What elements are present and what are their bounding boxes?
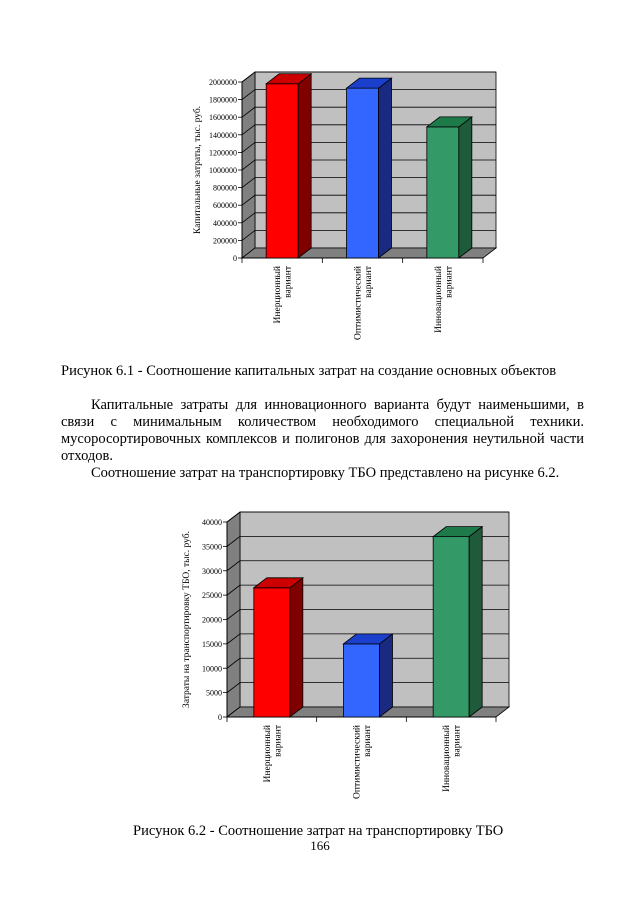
paragraph-1: Капитальные затраты для инновационного варианта будут наименьшими, в связи с минимальным количеством необходимого специальной техники. мусоросортировочных комплексов и полигонов для захоронения неутильной части отходов. [61,397,584,464]
bar-front [254,588,290,717]
bar-side [469,527,482,717]
y-axis-title: Капитальные затраты, тыс. руб. [193,105,203,235]
y-tick-label: 800000 [213,183,237,193]
bar-side [290,578,303,717]
y-axis-title: Затраты на транспортировку ТБО, тыс. руб. [182,531,192,708]
y-tick-label: 25000 [202,591,222,601]
y-tick-label: 400000 [213,218,237,228]
category-label: Оптимистическийвариант [353,266,374,340]
y-tick-label: 10000 [202,664,222,674]
bar [254,578,303,717]
y-tick-label: 1600000 [209,113,237,123]
y-tick-label: 20000 [202,615,222,625]
figure1-caption: Рисунок 6.1 - Соотношение капитальных затрат на создание основных объектов [61,363,557,379]
y-tick-label: 30000 [202,566,222,576]
category-label: Инерционныйвариант [273,266,294,324]
bar [344,634,393,717]
page-number: 166 [310,838,330,853]
y-tick-label: 35000 [202,542,222,552]
y-tick-label: 1000000 [209,166,237,175]
y-tick-label: 1200000 [209,148,237,158]
y-tick-label: 1800000 [209,95,237,105]
paragraph-2: Соотношение затрат на транспортировку ТБО представлено на рисунке 6.2. [91,465,560,481]
figure2-caption: Рисунок 6.2 - Соотношение затрат на транспортировку ТБО [133,823,504,839]
y-tick-label: 200000 [213,236,237,246]
y-tick-label: 0 [233,254,237,263]
y-tick-label: 40000 [202,518,222,527]
y-tick-label: 600000 [213,201,237,211]
category-label: Оптимистическийвариант [352,725,373,799]
category-label: Инновационныйвариант [433,266,455,333]
category-label: Инерционныйвариант [262,725,284,783]
y-tick-label: 15000 [202,639,222,649]
y-tick-label: 2000000 [209,78,237,87]
bar-side [380,634,393,717]
category-label: Инновационныйвариант [442,725,463,792]
y-tick-label: 1400000 [209,130,237,140]
y-tick-label: 5000 [206,688,222,698]
bar-front [433,537,469,717]
bar-front [344,644,380,717]
y-tick-label: 0 [218,713,222,722]
bar [433,527,482,717]
